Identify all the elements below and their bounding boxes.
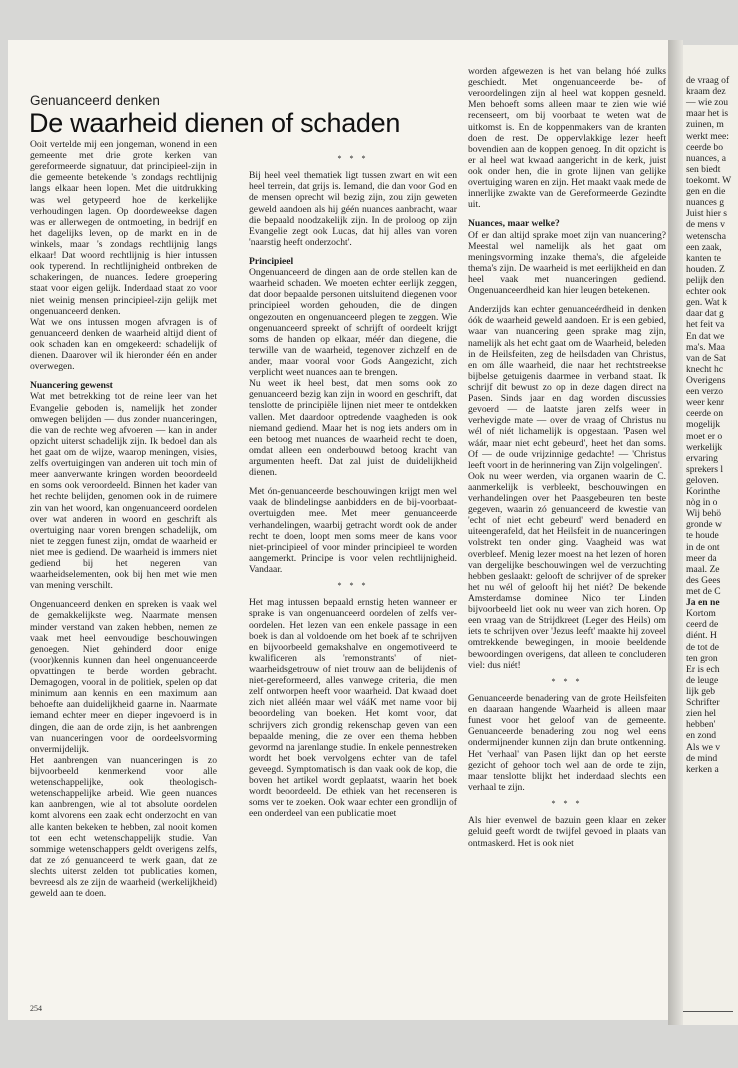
paragraph: in de ont bbox=[686, 541, 720, 553]
paragraph: houden. Z bbox=[686, 263, 725, 275]
paragraph: de tot de bbox=[686, 641, 720, 653]
page-number: 254 bbox=[30, 1004, 42, 1013]
paragraph: Ook nu weer werden, via organen waarin de C. aanmerkelijk is verbleekt, beschouwingen en verhandelingen over het Paasgebeuren ten beste gegeven, waarin zó genuanceerd de kwestie van 'echt of niet echt gebeurd' werd benaderd en uiteengerafeld, dat het Heilsfeit in de nuanceringen volstrekt ten onder ging. Vaagheid was wat overbleef. Menig lezer moest na het lezen of horen van dergelijke beschouwingen wel de verzuchting hebben geslaakt: gelooft de schrijver of de spreker het nu wél of gelooft hij het niét? De bekende Amsterdamse dominee Nico ter Linden bijvoorbeeld liet ook nu weer van zich horen. Op een vraag van de Strijdkreet (Leger des Heils) om iets te schrijven over 'Jezus leeft' maakte hij zoveel omtrekkende bewegingen, in mooie beeldende bewoordingen overigens, dat alleen te concluderen viel: dus niét! bbox=[468, 470, 666, 671]
paragraph: meer da bbox=[686, 552, 717, 564]
paragraph: een verzo bbox=[686, 386, 724, 398]
paragraph: te houde bbox=[686, 530, 719, 542]
paragraph: Wij behö bbox=[686, 508, 722, 520]
subheading: Ja en ne bbox=[686, 597, 720, 609]
paragraph: hebben' bbox=[686, 719, 716, 731]
paragraph: knecht hc bbox=[686, 363, 724, 375]
paragraph: de mens v bbox=[686, 219, 725, 231]
paragraph: Ongenuanceerd denken en spreken is vaak wel de gemakkelijkste weg. Naarmate mensen minder verstand van zaken hebben, nemen ze vaak met heel eenvoudige beschouwingen genoegen. Niet gehinderd door enige (voor)kennis kunnen dan heel ongenuanceerde opvattingen te berde worden gebracht. Demagogen, vooral in de politiek, spelen op dat minimum aan kennis en een maximum aan behoefte aan duidelijkheid gaarne in. Naarmate iemand echter meer en dieper ingevoerd is in dingen, die aan de orde zijn, is het aanbrengen van nuanceringen voor de oordeelsvorming onvermijdelijk. bbox=[30, 599, 217, 755]
paragraph-gap bbox=[249, 478, 457, 486]
paragraph: worden afgewezen is het van belang hóé zulks geschiedt. Met ongenuanceerde be- of veroordelingen zijn al heel wat koppen gesneld. Men behoeft soms alleen maar te zien wie wié recenseert, om bij voorbaat te weten wat de uitkomst is. En de koppenmakers van de kranten doen de rest. De oppervlakkige lezer heeft bovendien aan de koppen genoeg. In dit opzicht is er al heel wat kwaad aangericht in de kerk, juist ook onder hen, die in grote lijnen van gelijke overtuiging waren en zijn. Het maakt vaak mede de innerlijke zwakte van de Gereformeerde Gezindte uit. bbox=[468, 66, 666, 211]
paragraph: en zond bbox=[686, 730, 717, 742]
paragraph: Juist hier s bbox=[686, 208, 728, 220]
paragraph: mogelijk bbox=[686, 419, 721, 431]
paragraph: een zaak, bbox=[686, 241, 722, 253]
column-3 bbox=[468, 66, 666, 849]
paragraph: Kortom bbox=[686, 608, 716, 620]
paragraph: gen en die bbox=[686, 186, 726, 198]
paragraph: Ongenuanceerd de dingen aan de orde stellen kan de waarheid schaden. We moeten echter eerlijk zeggen, dat door bepaalde personen uitsluitend diegenen voor principieel worden gehouden, die de dingen ongezouten en ongenuanceerd plegen te zeggen. Wie ongenuanceerd spreekt of schrijft of oordeelt krijgt soms de handen op elkaar, méér dan diegene, die terwille van de waarheid, tegenover zichzelf en de ander, maar vooral voor Gods Aangezicht, zich verplicht weet nuances aan te brengen. bbox=[249, 267, 457, 379]
paragraph: Schrifter bbox=[686, 697, 720, 709]
paragraph: Wat we ons intussen mogen afvragen is of genuanceerd denken de waarheid altijd dient of ook schaden kan en omgekeerd: schadelijk of dienen. Daarover wil ik hieronder één en ander overwegen. bbox=[30, 316, 217, 373]
paragraph-gap bbox=[30, 372, 217, 380]
subheading: Principieel bbox=[249, 256, 294, 268]
paragraph: Als hier evenwel de bazuin geen klaar en zeker geluid geeft wordt de twijfel gevoed in plaats van ontmaskerd. Het is ook niet bbox=[468, 815, 666, 849]
paragraph: zuinen, m bbox=[686, 119, 724, 131]
paragraph: werkt mee: bbox=[686, 130, 729, 142]
paragraph: ma's. Maa bbox=[686, 341, 726, 353]
paragraph: nuances g bbox=[686, 197, 725, 209]
paragraph: met de C bbox=[686, 586, 721, 598]
paragraph: weer kenr bbox=[686, 397, 725, 409]
paragraph: Anderzijds kan echter genuanceérdheid in denken óók de waarheid geweld aandoen. Er is een gebied, waar van nuancering geen sprake mag zijn, namelijk als het echt gaat om de Waarheid, beleden in de Heilsfeiten, zeg de heilsdaden van Christus, en om álle waarheid, die naar het rechtstreekse bijbelse getuigenis daarmee in verband staat. Ik schrijf dit bewust zo op in deze dagen direct na Pasen. Sinds jaar en dag worden discussies gevoerd — de laatste jaren zelfs weer in verhevigde mate — over de vraag of Christus nu wél of niét lichamelijk is opgestaan. 'Pasen wel wáár, maar niet echt gebeurd', heet het dan soms. Of — de oude vrijzinnige gedachte! — 'Christus leeft voort in de herinnering van Zijn volgelingen'. bbox=[468, 304, 666, 471]
paragraph: — wie zou bbox=[686, 97, 729, 109]
paragraph: Nu weet ik heel best, dat men soms ook zo genuanceerd bezig kan zijn in woord en geschrift, dat tenslotte de principiële lijnen niet meer te ontdekken vallen. Met daardoor optredende vaagheden is ook niemand gediend. Maar het is nog iets anders om in een betoog met nuances de waarheid recht te doen, omdat alleen een onderbouwd betoog kracht van argumenten heeft. Dat zal juist de duidelijkheid dienen. bbox=[249, 378, 457, 479]
subheading: Nuancering gewenst bbox=[30, 380, 113, 392]
paragraph: kraam dez bbox=[686, 86, 726, 98]
paragraph: sen biedt bbox=[686, 163, 721, 175]
section-divider: * * * bbox=[337, 154, 369, 163]
paragraph: kanten te bbox=[686, 252, 721, 264]
paragraph: Het mag intussen bepaald ernstig heten wanneer er sprake is van ongenuanceerd oordelen of zelfs ver-oordelen. Het lezen van een enkele passage in een boek is dan al voldoende om het boek af te schrijven en bijvoorbeeld gemakshalve en ongemotiveerd te kwalificeren als 'remonstrants' of niet-waarheidsgetrouw of niet trouw aan de belijdenis of niet-gereformeerd, alles vanwege criteria, die men zelf ontworpen heeft voor waarheid. Dat kwaad doet zich niet alléén maar wel vááK met name voor bij beoordeling van boeken. Het komt voor, dat schrijvers zich grondig rekenschap geven van een bepaalde mening, die ze over een thema hebben gevormd na jarenlange studie. In enkele pennestreken wordt het boek vervolgens echter van de tafel geveegd. Symptomatisch is dan vaak ook de kop, die boven het artikel wordt geplaatst, waarin het boek wordt beoordeeld. De ethiek van het recenseren is soms ver te zoeken. Ook waar echter een grondlijn of een onderdeel van een publicatie moet bbox=[249, 597, 457, 820]
paragraph: Het aanbrengen van nuanceringen is zo bijvoorbeeld kenmerkend voor alle wetenschappelijke, ook theologisch-wetenschappelijke arbeid. Wie geen nuances kan aanbrengen, wie al tot absolute oordelen komt alvorens een zaak echt onderzocht en van alle kanten bekeken te hebben, zal nooit komen tot een echt wetenschappelijk studie. Van sommige wetenschappers geldt overigens zelfs, dat ze zó genuanceerd te werk gaan, dat ze slechts uiterst zelden tot publicaties komen, bevreesd als ze zijn de waarheid (werkelijkheid) geweld aan te doen. bbox=[30, 754, 217, 900]
paragraph: ceerd de bbox=[686, 619, 719, 631]
paragraph: diént. H bbox=[686, 630, 717, 642]
paragraph-gap bbox=[468, 296, 666, 304]
paragraph: de leuge bbox=[686, 674, 719, 686]
footnote-rule bbox=[683, 1011, 733, 1012]
paragraph: zien hel bbox=[686, 708, 717, 720]
paragraph-gap bbox=[468, 210, 666, 218]
paragraph: nuances, a bbox=[686, 152, 726, 164]
paragraph: werkelijk bbox=[686, 441, 723, 453]
paragraph: Of er dan altijd sprake moet zijn van nuancering? Meestal wel namelijk als het gaat om meningsvorming inzake thema's, die afgeleide thema's zijn. De waarheid is met eerlijkheid en dan heel vaak met nuanceringen gediend. Ongenuanceerdheid kan hier leugen betekenen. bbox=[468, 229, 666, 297]
paragraph: lijk geb bbox=[686, 686, 716, 698]
paragraph: echter ook bbox=[686, 286, 727, 298]
paragraph: ceerde on bbox=[686, 408, 724, 420]
paragraph: Met ón-genuanceerde beschouwingen krijgt men wel vaak de blindelingse aanbidders en de bij-voorbaat-overtuigden mee. Met meer genuanceerde verhandelingen, waarbij getracht wordt ook de ander recht te doen, loopt men soms meer de kans voor niet-principieel of voor minder principieel te worden aangemerkt. Principe is voor velen rechtlijnigheid. Vandaar. bbox=[249, 486, 457, 575]
paragraph: gen. Wat k bbox=[686, 297, 727, 309]
paragraph: des Gees bbox=[686, 574, 721, 586]
paragraph: geloven. bbox=[686, 474, 719, 486]
paragraph: ten gron bbox=[686, 652, 718, 664]
paragraph: wetenscha bbox=[686, 230, 726, 242]
paragraph: het feit va bbox=[686, 319, 725, 331]
paragraph: moet er o bbox=[686, 430, 723, 442]
paragraph: Korinthe bbox=[686, 486, 721, 498]
paragraph: Er is ech bbox=[686, 663, 720, 675]
paragraph: Genuanceerde benadering van de grote Heilsfeiten en daaraan hangende Waarheid is alleen maar funest voor het geloof van de gemeente. Genuanceerde benadering zou nog wel eens ondermijnender kunnen zijn dan brute ontkenning. Het 'verhaal' van Pasen lijkt dan op het eerste gezicht of gehoor toch wel aan de orde te zijn, maar tenslotte blijkt het inderdaad slechts een verhaal te zijn. bbox=[468, 693, 666, 793]
paragraph: ceerde bo bbox=[686, 141, 724, 153]
section-label: Genuanceerd denken bbox=[30, 93, 160, 108]
paragraph-gap bbox=[249, 248, 457, 256]
paragraph: gronde w bbox=[686, 519, 722, 531]
right-page-edge bbox=[683, 45, 738, 1025]
section-divider: * * * bbox=[551, 676, 583, 686]
section-divider: * * * bbox=[337, 581, 369, 591]
column-1 bbox=[30, 139, 217, 899]
paragraph: toekomt. W bbox=[686, 174, 732, 186]
paragraph: nòg in o bbox=[686, 497, 718, 509]
paragraph: Wat met betrekking tot de reine leer van het Evangelie geboden is, namelijk het zonder omwegen belijden — dus zonder nuanceringen, die van de rechte weg afvoeren — kan in ander opzicht uiterst schadelijk zijn. Ik bedoel dan als het gaat om de wijze, waarop meningen, visies, zelfs overtuigingen van anderen uit toch min of meer aanverwante kringen worden beoordeeld en soms ook veroordeeld. Binnen het kader van het rechte belijden, genomen ook in de ruimere zin van het woord, kan ongenuanceerd oordelen over wat anderen in woord en geschrift als overtuiging naar voren brengen schadelijk, om niet te zeggen funest zijn, omdat de waarheid er niet mee is gediend. De waarheid is immers niet gediend bij het negeren van waarheidselementen, ook bij hen met wie men van mening verschilt. bbox=[30, 391, 217, 592]
paragraph: de vraag of bbox=[686, 75, 730, 86]
paragraph: ervaring bbox=[686, 452, 718, 464]
paragraph: sprekers l bbox=[686, 463, 724, 475]
paragraph: kerken a bbox=[686, 763, 719, 775]
article-headline: De waarheid dienen of schaden bbox=[29, 108, 401, 138]
paragraph: daar dat g bbox=[686, 308, 724, 320]
paragraph: pelijk den bbox=[686, 274, 725, 286]
paragraph: Als we v bbox=[686, 741, 721, 753]
book-gutter bbox=[668, 40, 683, 1025]
column-2 bbox=[249, 148, 457, 820]
paragraph: van de Sat bbox=[686, 352, 726, 364]
paragraph-gap bbox=[30, 591, 217, 599]
paragraph: de mind bbox=[686, 752, 718, 764]
paragraph: En dat we bbox=[686, 330, 725, 342]
paragraph: maal. Ze bbox=[686, 563, 720, 575]
section-divider: * * * bbox=[551, 799, 583, 809]
column-4 bbox=[686, 75, 738, 775]
paragraph: maar het is bbox=[686, 108, 729, 120]
paragraph: Ooit vertelde mij een jongeman, wonend in een gemeente met drie grote kerken van gereformeerde signatuur, dat principieel-zijn in die gemeente betekende 's zondags rechtlijnig langs elkaar heen lopen. Met die uitdrukking was wel getypeerd hoe de kerkelijke verhoudingen lagen. Op doordeweekse dagen was er allerwegen de ontmoeting, in bedrijf en het dagelijks leven, op de markt en in de winkels, maar 's zondags rechtlijnig langs elkaar! Dat woord rechtlijnig is hier intussen ook typerend. In rechtlijnigheid ontbreken de schakeringen, de nuances. Iedere groepering staat voor eigen gelijk. Inderdaad staat zo voor niet weinig mensen principieel-zijn gelijk met ongenuanceerd denken. bbox=[30, 139, 217, 317]
subheading: Nuances, maar welke? bbox=[468, 218, 560, 230]
paragraph: Bij heel veel thematiek ligt tussen zwart en wit een heel terrein, dat grijs is. Iemand, die dan voor God en de mensen oprecht wil bezig zijn, zou zijn geweten geweld aandoen als hij géén nuances aanbracht, waar die bepaald noodzakelijk zijn. In de proloog op zijn Evangelie zegt ook Lucas, dat hij alles van voren 'naarstig heeft onderzocht'. bbox=[249, 170, 457, 248]
paragraph: Overigens bbox=[686, 374, 726, 386]
